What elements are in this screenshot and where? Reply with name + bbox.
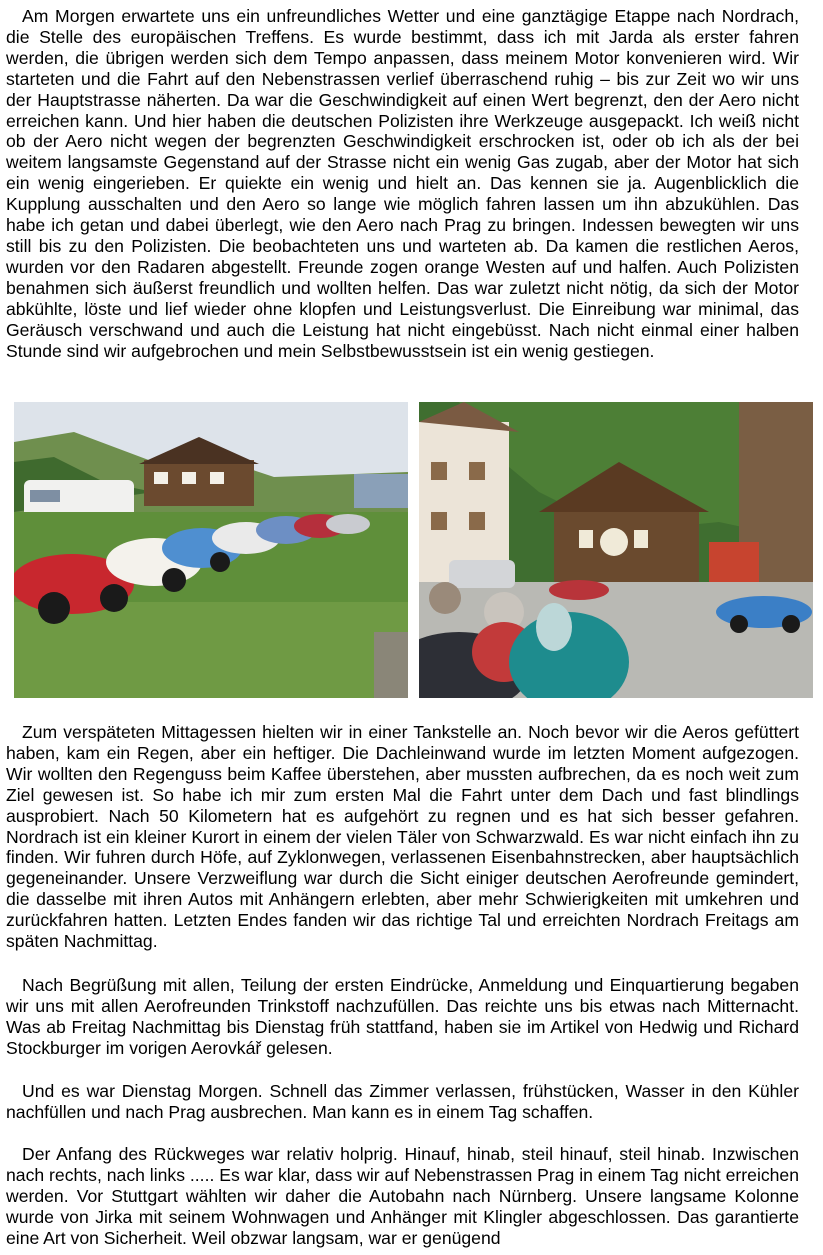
photo-cuckoo-clock-house — [419, 402, 813, 698]
photo-classic-cars-meadow — [14, 402, 408, 698]
paragraph-3: Nach Begrüßung mit allen, Teilung der ersten Eindrücke, Anmeldung und Einquartierung begaben wir uns mit allen Aerofreunden Trinkstoff nachzufüllen. Das reichte uns bis etwas nach Mitternacht. Was ab Freitag Nachmittag bis Dienstag früh stattfand, haben sie im Artikel von Hedwig und Richard Stockburger im vorigen Aerovkář gelesen. — [6, 975, 799, 1058]
paragraph-2: Zum verspäteten Mittagessen hielten wir in einer Tankstelle an. Noch bevor wir die Aeros gefüttert haben, kam ein Regen, aber ein heftiger. Die Dachleinwand wurde im letzten Moment aufgezogen. Wir wollten den Regenguss beim Kaffee überstehen, aber mussten aufbrechen, da es noch weit zum Ziel gewesen ist. So habe ich mir zum ersten Mal die Fahrt unter dem Dach und fast blindlings ausprobiert. Nach 50 Kilometern hat es aufgehört zu regnen und es hat sich besser gefahren. Nordrach ist ein kleiner Kurort in einem der vielen Täler von Schwarzwald. Es war nicht einfach ihn zu finden. Wir fuhren durch Höfe, auf Zyklonwegen, verlassenen Eisenbahnstrecken, aber hauptsächlich gegeneinander. Unsere Verzweiflung war durch die Sicht einiger deutschen Aerofreunde gemindert, die dasselbe mit ihren Autos mit Anhängern erlebten, aber mehr Schwierigkeiten mit umkehren und zurückfahren hatten. Letzten Endes fanden wir das richtige Tal und erreichten Nordrach Freitags am späten Nachmittag. — [6, 722, 799, 952]
paragraph-5: Der Anfang des Rückweges war relativ holprig. Hinauf, hinab, steil hinauf, steil hinab. Inzwischen nach rechts, nach links ..... Es war klar, dass wir auf Nebenstrassen Prag in einem Tag nicht erreichen werden. Vor Stuttgart wählten wir daher die Autobahn nach Nürnberg. Unsere langsame Kolonne wurde von Jirka mit seinem Wohnwagen und Anhänger mit Klingler abgeschlossen. Das garantierte eine Art von Sicherheit. Weil obzwar langsam, war er genügend — [6, 1144, 799, 1248]
paragraph-4: Und es war Dienstag Morgen. Schnell das Zimmer verlassen, frühstücken, Wasser in den Kühler nachfüllen und nach Prag ausbrechen. Man kann es in einem Tag schaffen. — [6, 1081, 799, 1122]
paragraph-1: Am Morgen erwartete uns ein unfreundliches Wetter und eine ganztägige Etappe nach Nordrach, die Stelle des europäischen Treffens. Es wurde bestimmt, dass ich mit Jarda als erster fahren werden, die übrigen werden sich dem Tempo anpassen, dass meinem Motor konvenieren wird. Wir starteten und die Fahrt auf den Nebenstrassen verlief überraschend ruhig – bis zur Zeit wo wir uns der Hauptstrasse näherten. Da war die Geschwindigkeit auf einen Wert begrenzt, den der Aero nicht erreichen kann. Und hier haben die deutschen Polizisten ihre Werkzeuge ausgepackt. Ich weiß nicht ob der Aero nicht wegen der begrenzten Geschwindigkeit erschrocken ist, oder ob ich als der bei weitem langsamste Gegenstand auf der Strasse nicht ein wenig Gas zugab, aber der Motor hat sich ein wenig eingerieben. Er quiekte ein wenig und hielt an. Das kennen sie ja. Augenblicklich die Kupplung ausschalten und den Aero so lange wie möglich fahren lassen um ihn abzukühlen. Das habe ich getan und dabei überlegt, wie den Aero nach Prag zu bringen. Indessen bewegten wir uns still bis zu den Polizisten. Die beobachteten uns und warteten ab. Da kamen die restlichen Aeros, wurden vor den Radaren abgestellt. Freunde zogen orange Westen auf und halfen. Auch Polizisten benahmen sich äußerst freundlich und wollten helfen. Das war zuletzt nicht nötig, da sich der Motor abkühlte, löste und lief wieder ohne klopfen und Leistungsverlust. Die Einreibung war minimal, das Geräusch verschwand und auch die Leistung hat nicht eingebüsst. Nach nicht einmal einer halben Stunde sind wir aufgebrochen und mein Selbstbewusstsein ist ein wenig gestiegen. — [6, 6, 799, 361]
